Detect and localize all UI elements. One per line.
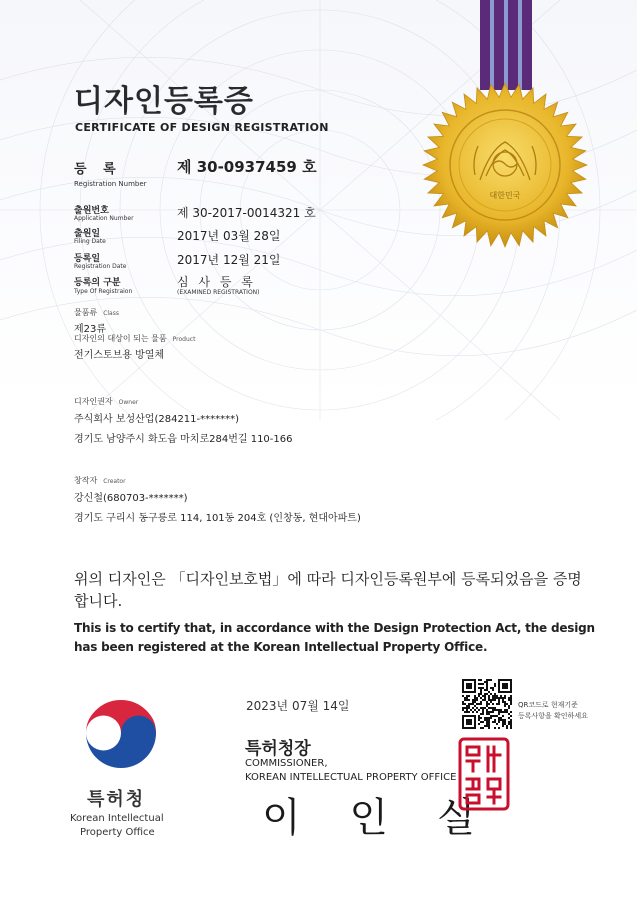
gold-seal-icon bbox=[420, 80, 590, 250]
commissioner-title-english-1: COMMISSIONER, bbox=[245, 758, 328, 769]
filing-date-label-english: Filing Date bbox=[74, 238, 106, 245]
office-name-english-2: Property Office bbox=[80, 827, 155, 838]
registration-number-label-english: Registration Number bbox=[74, 180, 147, 188]
class-label bbox=[74, 307, 119, 318]
product-value: 전기스토브용 방열체 bbox=[74, 350, 165, 361]
office-name-ko: 특허청 bbox=[87, 789, 146, 810]
product-label-ko: 디자인의 대상이 되는 물품 bbox=[74, 334, 167, 343]
application-number-value: 제 30-2017-0014321 호 bbox=[177, 206, 316, 220]
filing-date-value: 2017년 03월 28일 bbox=[177, 229, 281, 243]
class-value: 제23류 bbox=[74, 324, 107, 335]
certificate-title: 디자인등록증 bbox=[74, 84, 254, 119]
commissioner-signature: 이 인 실 bbox=[262, 795, 494, 841]
qr-note bbox=[518, 700, 588, 722]
registration-type-label-english: Type Of Registraion bbox=[74, 288, 133, 295]
seal-text: 대한민국 bbox=[489, 191, 521, 200]
registration-number-value: 제 30-0937459 호 bbox=[177, 158, 317, 176]
certification-statement-ko: 위의 디자인은 「디자인보호법」에 따라 디자인등록원부에 등록되었음을 증명합니다. bbox=[74, 570, 582, 610]
registration-date-label: 등록일 bbox=[74, 254, 101, 264]
registration-number-label: 등 록 bbox=[74, 162, 122, 177]
filing-date-label: 출원일 bbox=[74, 229, 101, 239]
application-number-label: 출원번호 bbox=[74, 206, 109, 216]
creator-label-ko: 창작자 bbox=[74, 476, 98, 485]
qr-note-line-1: QR코드로 현재기준 bbox=[518, 701, 578, 709]
registration-type-value: 심 사 등 록 bbox=[177, 275, 256, 289]
owner-label-ko: 디자인권자 bbox=[74, 397, 113, 406]
owner-label-english: Owner bbox=[118, 399, 139, 406]
qr-note-line-2: 등록사항을 확인하세요 bbox=[518, 712, 588, 720]
qr-code-icon[interactable] bbox=[462, 679, 512, 729]
creator-name: 강신철(680703-*******) bbox=[74, 493, 188, 504]
registration-type-value-english: (EXAMINED REGISTRATION) bbox=[177, 289, 260, 296]
certificate-title-english: CERTIFICATE OF DESIGN REGISTRATION bbox=[75, 121, 329, 134]
commissioner-title-english-2: KOREAN INTELLECTUAL PROPERTY OFFICE bbox=[245, 772, 457, 783]
registration-date-value: 2017년 12월 21일 bbox=[177, 253, 281, 267]
seal-ribbon bbox=[480, 0, 532, 90]
product-label bbox=[74, 333, 195, 344]
application-number-label-english: Application Number bbox=[74, 215, 134, 222]
owner-label bbox=[74, 396, 138, 407]
registration-type-label: 등록의 구분 bbox=[74, 278, 121, 288]
owner-name: 주식회사 보성산업(284211-*******) bbox=[74, 414, 240, 425]
office-name-english-1: Korean Intellectual bbox=[70, 813, 164, 824]
product-label-english: Product bbox=[172, 336, 196, 343]
commissioner-title: 특허청장 bbox=[245, 739, 311, 759]
kipo-logo-icon bbox=[80, 695, 162, 777]
creator-label bbox=[74, 475, 126, 486]
creator-label-english: Creator bbox=[103, 478, 126, 485]
creator-address: 경기도 구리시 동구릉로 114, 101동 204호 (인창동, 현대아파트) bbox=[74, 513, 361, 524]
registration-date-label-english: Registration Date bbox=[74, 263, 127, 270]
issue-date: 2023년 07월 14일 bbox=[246, 699, 350, 713]
certification-statement-en: This is to certify that, in accordance with the Design Protection Act, the design has been registered at the Korean Intellectual Property Office. bbox=[74, 621, 595, 654]
official-stamp-icon bbox=[458, 737, 510, 811]
owner-address: 경기도 남양주시 화도읍 마치로284번길 110-166 bbox=[74, 434, 293, 445]
class-label-english: Class bbox=[103, 310, 119, 317]
class-label-ko: 물품류 bbox=[74, 308, 98, 317]
